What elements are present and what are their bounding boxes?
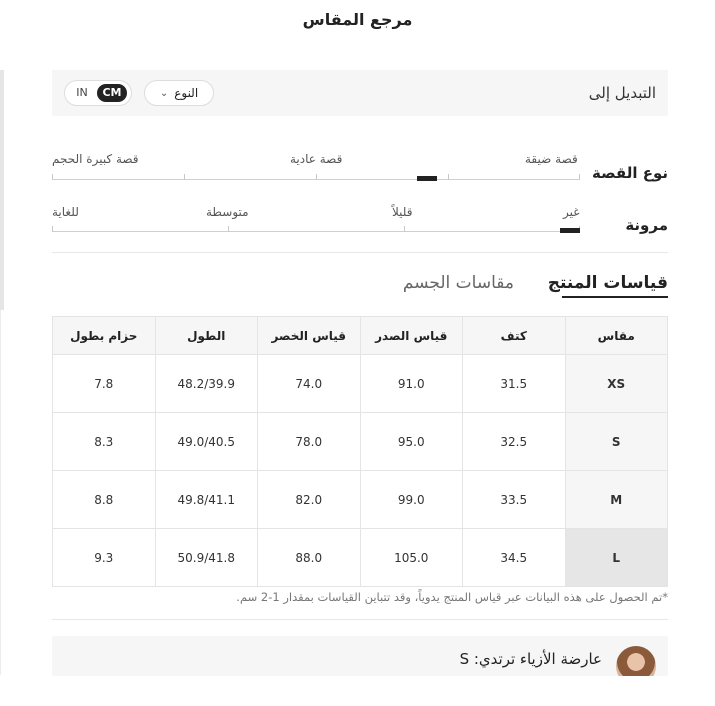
table-header: مقاس xyxy=(565,317,668,355)
left-border xyxy=(0,310,1,675)
measurement-note: *تم الحصول على هذه البيانات عبر قياس المنتج يدوياً، وقد تتباين القياسات بمقدار 1-2 سم. xyxy=(236,590,668,604)
table-header: الطول xyxy=(155,317,258,355)
model-avatar xyxy=(616,646,656,676)
table-row[interactable] xyxy=(53,413,668,471)
table-cell: 31.5 xyxy=(463,355,566,413)
table-cell: 9.3 xyxy=(53,529,156,587)
fit-label: نوع القصة xyxy=(592,164,668,182)
stretch-scale-track xyxy=(52,231,580,232)
table-cell: 33.5 xyxy=(463,471,566,529)
table-header: قياس الخصر xyxy=(258,317,361,355)
table-cell: 34.5 xyxy=(463,529,566,587)
stretch-tick xyxy=(404,226,405,232)
fit-tick xyxy=(184,174,185,180)
table-cell: 49.8/41.1 xyxy=(155,471,258,529)
stretch-marker xyxy=(560,228,580,233)
size-table xyxy=(52,316,668,587)
fit-marker xyxy=(417,176,437,181)
unit-in-option[interactable]: IN xyxy=(76,86,88,99)
table-cell: 78.0 xyxy=(258,413,361,471)
size-cell[interactable]: M xyxy=(565,471,668,529)
stretch-option-medium: متوسطة xyxy=(206,205,249,219)
stretch-option-none: غير xyxy=(563,205,580,219)
unit-toggle[interactable] xyxy=(64,80,132,106)
table-cell: 99.0 xyxy=(360,471,463,529)
stretch-option-high: للغاية xyxy=(52,205,79,219)
unit-switch-bar xyxy=(52,70,668,116)
stretch-option-slight: قليلاً xyxy=(392,205,413,219)
section-divider xyxy=(52,619,668,620)
table-cell: 8.8 xyxy=(53,471,156,529)
fit-option-slim: قصة ضيقة xyxy=(525,152,578,166)
table-cell: 105.0 xyxy=(360,529,463,587)
section-divider xyxy=(52,252,668,253)
type-dropdown[interactable] xyxy=(144,80,214,106)
table-cell: 88.0 xyxy=(258,529,361,587)
table-cell: 32.5 xyxy=(463,413,566,471)
table-row[interactable] xyxy=(53,529,668,587)
size-cell[interactable]: XS xyxy=(565,355,668,413)
model-size-text: عارضة الأزياء ترتدي: S xyxy=(459,650,602,668)
fit-tick xyxy=(52,174,53,180)
table-cell: 91.0 xyxy=(360,355,463,413)
table-header: كتف xyxy=(463,317,566,355)
chevron-down-icon: ⌄ xyxy=(159,87,169,99)
scrollbar[interactable] xyxy=(0,70,4,310)
fit-tick xyxy=(316,174,317,180)
tab-body-measurements[interactable]: مقاسات الجسم xyxy=(402,273,514,293)
fit-option-oversized: قصة كبيرة الحجم xyxy=(52,152,139,166)
page-title: مرجع المقاس xyxy=(302,10,413,29)
table-row[interactable] xyxy=(53,471,668,529)
size-cell[interactable]: S xyxy=(565,413,668,471)
table-header: حزام بطول xyxy=(53,317,156,355)
table-header-row xyxy=(53,317,668,355)
table-cell: 50.9/41.8 xyxy=(155,529,258,587)
fit-tick xyxy=(448,174,449,180)
stretch-tick xyxy=(52,226,53,232)
type-dropdown-label: النوع xyxy=(174,86,199,100)
active-tab-underline xyxy=(562,296,668,298)
stretch-tick xyxy=(228,226,229,232)
table-cell: 48.2/39.9 xyxy=(155,355,258,413)
table-cell: 7.8 xyxy=(53,355,156,413)
switch-label: التبديل إلى xyxy=(588,84,656,102)
table-cell: 49.0/40.5 xyxy=(155,413,258,471)
model-info-box xyxy=(52,636,668,676)
table-cell: 95.0 xyxy=(360,413,463,471)
table-header: قياس الصدر xyxy=(360,317,463,355)
fit-tick xyxy=(579,174,580,180)
stretch-label: مرونة xyxy=(625,216,668,234)
table-cell: 74.0 xyxy=(258,355,361,413)
size-cell-selected[interactable]: L xyxy=(565,529,668,587)
table-row[interactable] xyxy=(53,355,668,413)
fit-option-regular: قصة عادية xyxy=(290,152,343,166)
unit-cm-option[interactable]: CM xyxy=(97,84,127,102)
tab-product-measurements[interactable]: قياسات المنتج xyxy=(547,273,668,293)
table-cell: 82.0 xyxy=(258,471,361,529)
table-cell: 8.3 xyxy=(53,413,156,471)
